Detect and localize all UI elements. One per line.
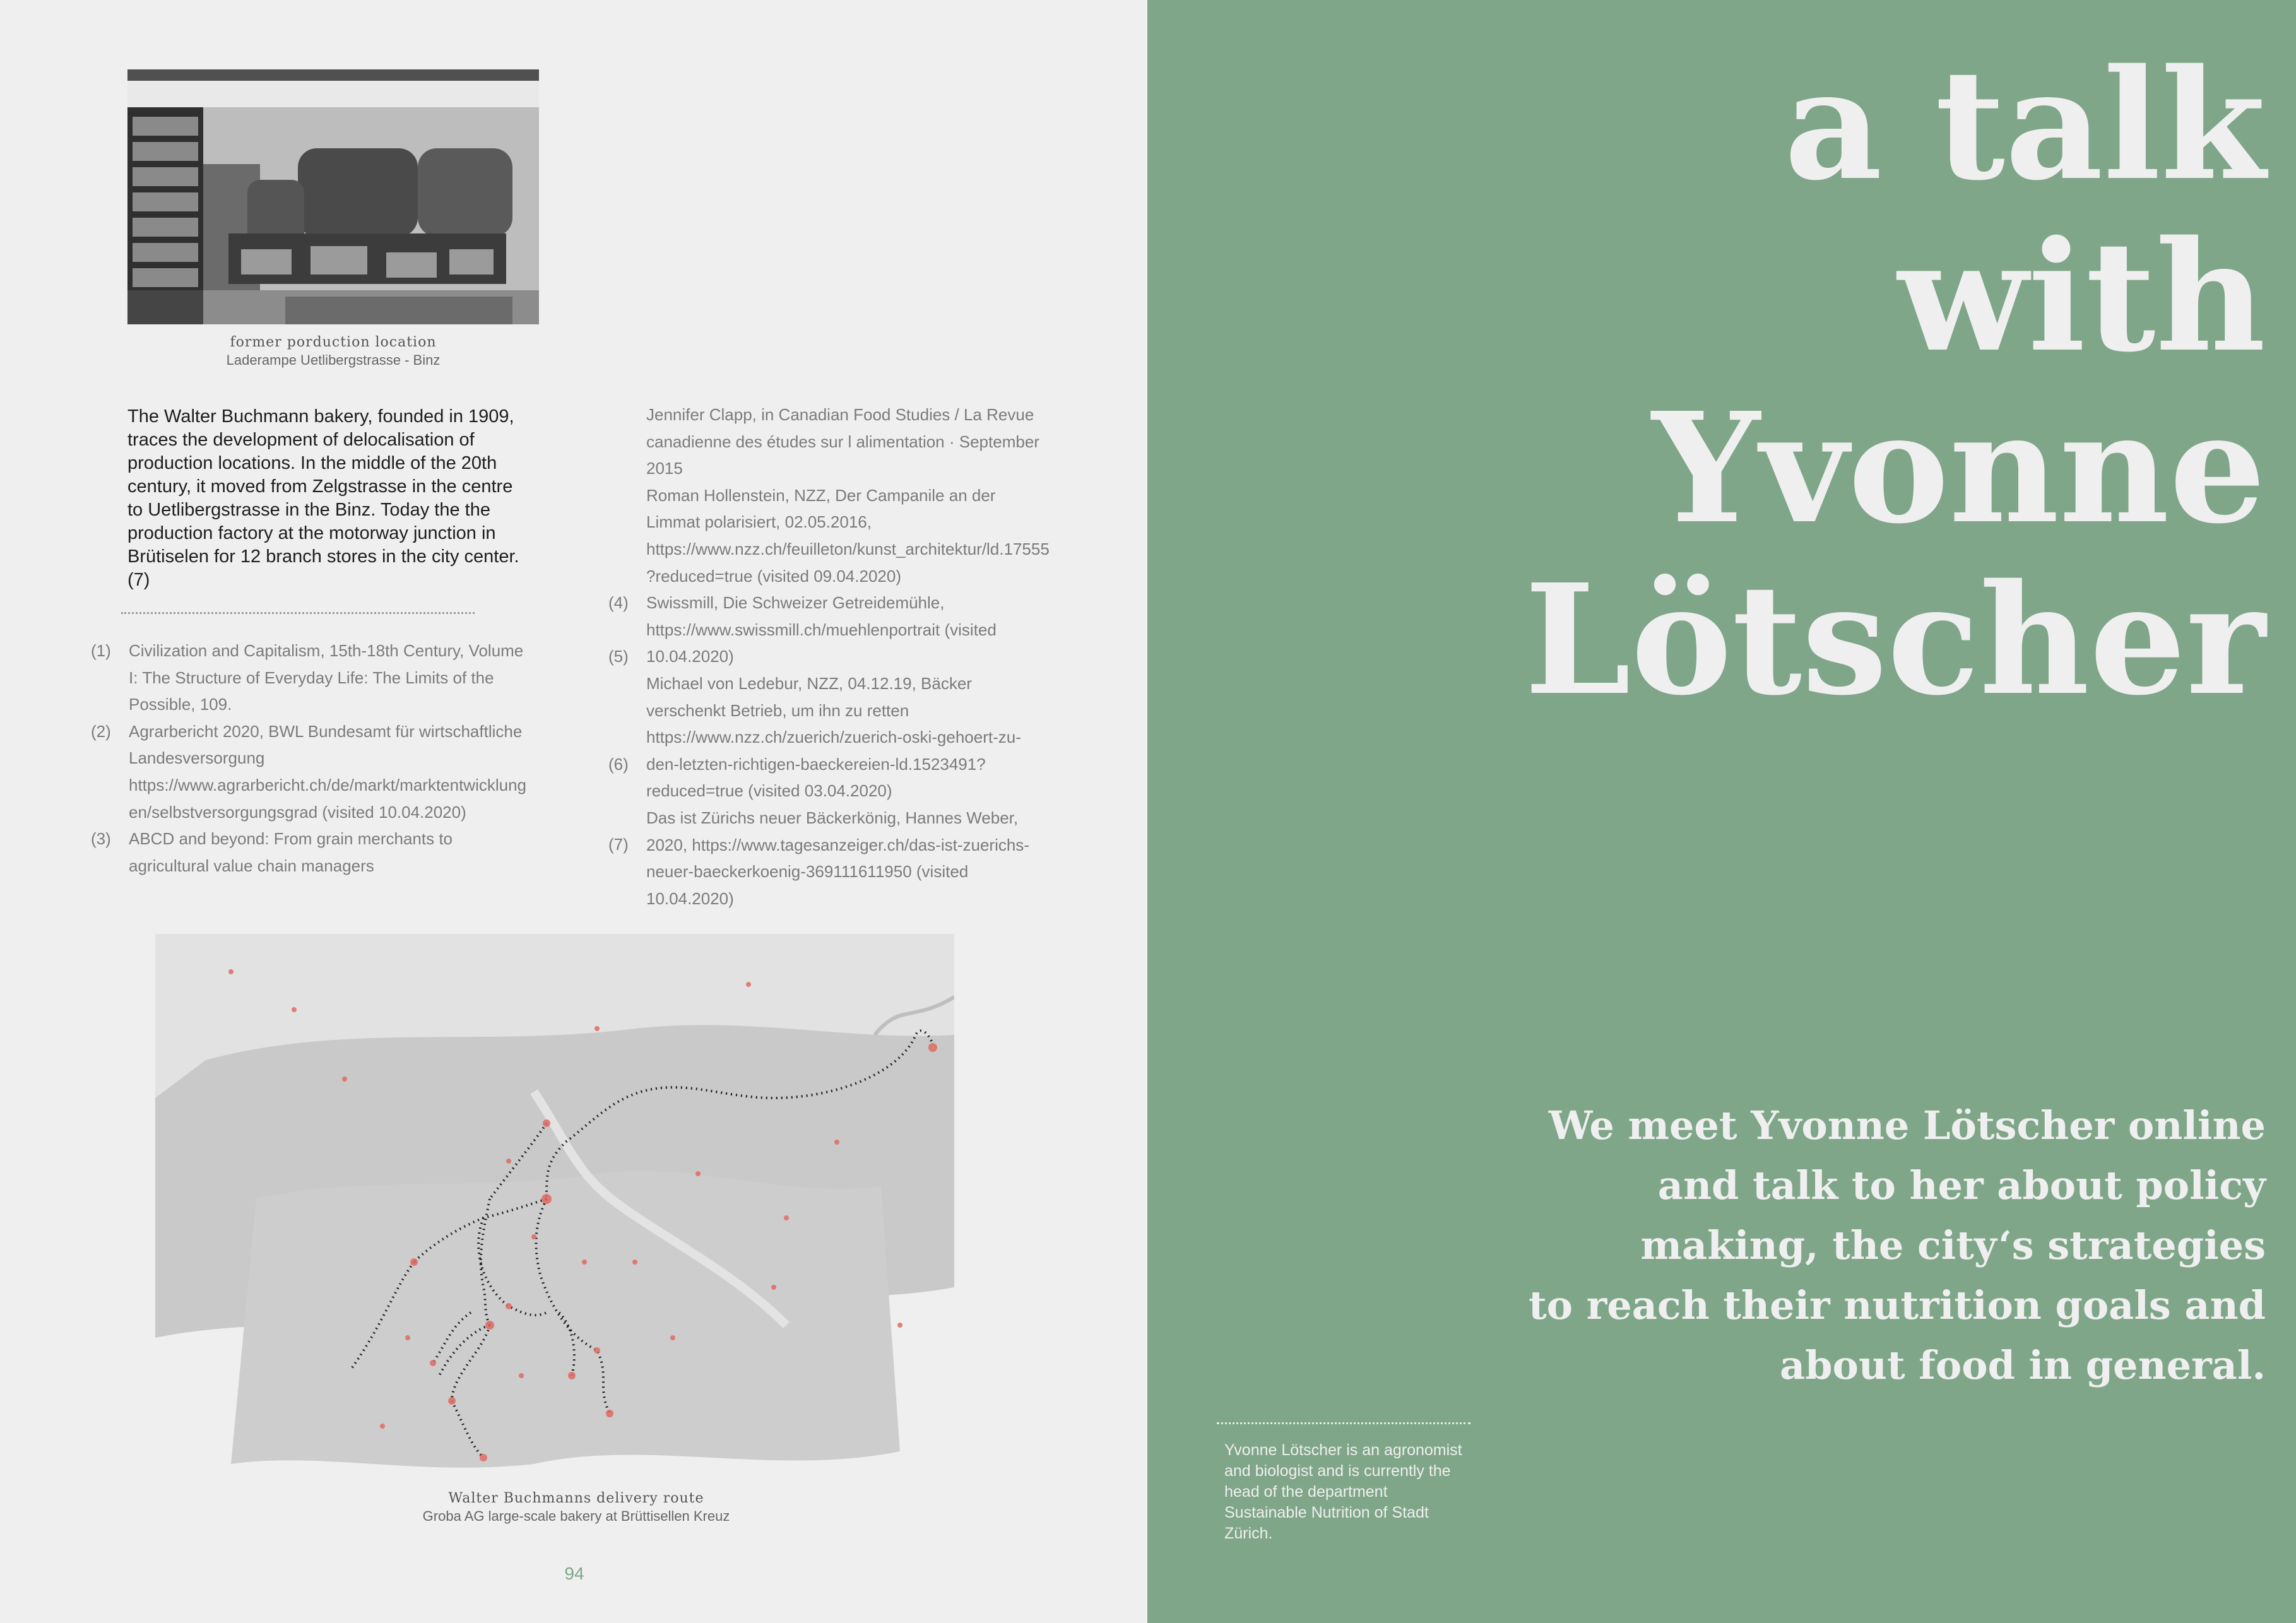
lead-line: making, the city‘s strategies [1640,1222,2266,1268]
footnote-number: (5) [608,647,629,666]
footnote [608,589,1050,670]
footnote-text: Michael von Ledebur, NZZ, 04.12.19, Bäcker verschenkt Betrieb, um ihn zu retten https://www.nzz.ch/zuerich/zuerich-oski-gehoert-zu-den-letzten-richtigen-baeckereien-ld.1523491?reduced=true (visited 03.04.2020) [646,673,1021,801]
delivery-route-map [155,934,954,1477]
footnote [608,401,1050,482]
map-caption-subtitle: Groba AG large-scale bakery at Brüttisellen Kreuz [422,1508,730,1524]
title-line: Yvonne [1652,379,2266,557]
footnote [608,805,1050,912]
footnotes-left [91,637,533,879]
footnote-number: (4) [608,593,629,612]
title-line: Lötscher [1524,551,2266,729]
map-caption-title: Walter Buchmanns delivery route [448,1490,704,1506]
delivery-route-map-graphic [155,934,954,1477]
article-title [1445,36,2266,729]
footnote-text: ABCD and beyond: From grain merchants to agricultural value chain managers [129,829,453,875]
author-bio: Yvonne Lötscher is an agronomist and biologist and is currently the head of the department Sustainable Nutrition of Stadt Zürich. [1224,1441,1462,1542]
footnote-number: (2) [91,721,111,741]
title-line: with [1897,208,2266,386]
footnote-number: (1) [91,641,111,660]
bio-divider [1217,1422,1471,1424]
lead-paragraph [1407,1095,2266,1395]
intro-divider [121,612,475,614]
footnote-text: Civilization and Capitalism, 15th-18th Century, Volume I: The Structure of Everyday Life: The Limits of the Possible, 109. [129,641,524,714]
footnote [608,482,1050,612]
footnote [608,670,1050,805]
intro-paragraph [127,405,531,592]
footnote [91,825,533,879]
photo-caption-subtitle: Laderampe Uetlibergstrasse - Binz [226,352,441,368]
production-location-photo [127,69,539,324]
lead-line: about food in general. [1779,1342,2266,1388]
page-number: 94 [564,1564,584,1583]
footnote [91,637,533,718]
lead-line: and talk to her about policy [1657,1162,2266,1208]
footnote-text: Roman Hollenstein, NZZ, Der Campanile an der Limmat polarisiert, 02.05.2016, https://www.nzz.ch/feuilleton/kunst_architektur/ld.17555?reduced=true (visited 09.04.2020) [646,485,1050,586]
footnotes-right [608,401,1050,912]
footnote-number: (3) [91,829,111,849]
title-line: a talk [1784,36,2266,214]
footnote-text: Jennifer Clapp, in Canadian Food Studies / La Revue canadienne des études sur l alimentation · September 2015 [646,405,1039,478]
footnote-text: Agrarbericht 2020, BWL Bundesamt für wirtschaftliche Landesversorgung https://www.agrarbericht.ch/de/markt/marktentwicklungen/selbstversorgungsgrad (visited 10.04.2020) [129,721,527,822]
lead-line: We meet Yvonne Lötscher online [1548,1102,2266,1148]
footnote-number: (6) [608,754,629,774]
footnote-number: (7) [608,834,629,854]
footnote [91,718,533,825]
intro-text: The Walter Buchmann bakery, founded in 1909, traces the development of delocalisation of production locations. In the middle of the 20th century, it moved from Zelgstrasse in the centre to Uetlibergstrasse in the Binz. Today the the production factory at the motorway junction in Brütiselen for 12 branch stores in the city center.(7) [127,406,519,590]
production-location-photo-graphic [127,69,539,324]
footnote-text: Das ist Zürichs neuer Bäckerkönig, Hannes Weber, 2020, https://www.tagesanzeiger.ch/das-ist-zuerichs-neuer-baeckerkoenig-369111611950 (visited 10.04.2020) [646,808,1029,908]
left-page [0,0,1147,1623]
photo-caption-title: former porduction location [230,334,437,350]
footnote-text: Swissmill, Die Schweizer Getreidemühle, https://www.swissmill.ch/muehlenportrait (visited 10.04.2020) [646,593,997,666]
lead-line: to reach their nutrition goals and [1529,1282,2266,1328]
